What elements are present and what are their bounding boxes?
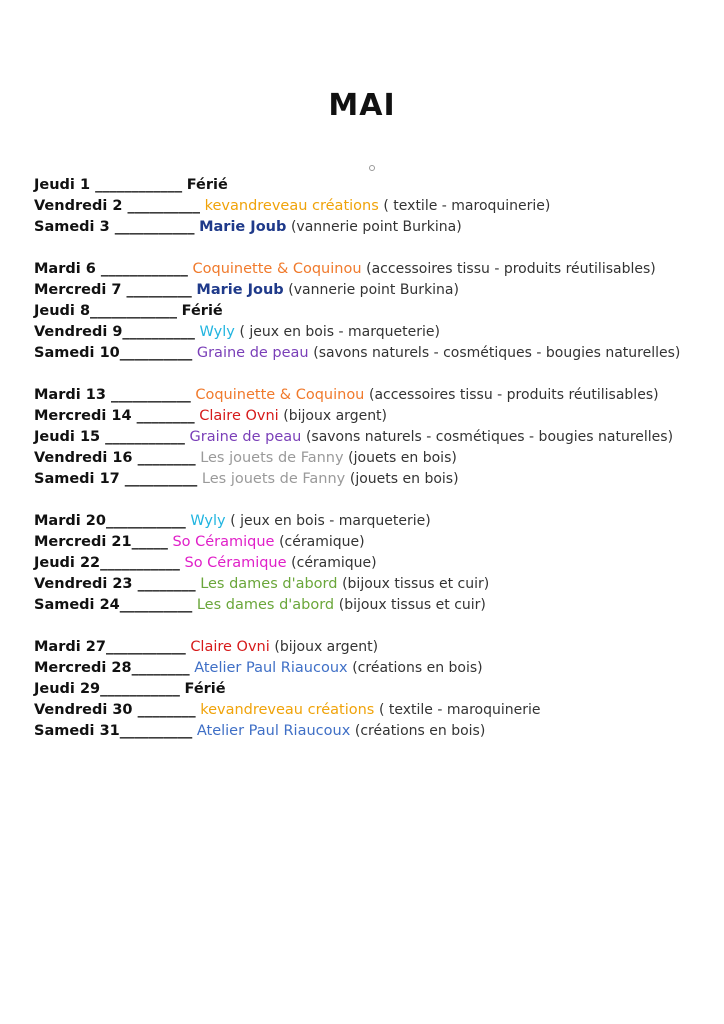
- schedule-row: [34, 679, 714, 700]
- page-title: MAI: [328, 88, 396, 123]
- schedule-week-group: [34, 175, 714, 238]
- schedule-vendor: kevandreveau créations: [204, 198, 379, 214]
- schedule-detail: (jouets en bois): [349, 471, 459, 487]
- schedule-row: [34, 574, 714, 595]
- schedule-detail: ( textile - maroquinerie): [383, 198, 551, 214]
- schedule-row: [34, 196, 714, 217]
- schedule-vendor: So Céramique: [184, 555, 287, 571]
- schedule-week-group: [34, 259, 714, 364]
- schedule-row: [34, 700, 714, 721]
- schedule-detail: (jouets en bois): [348, 450, 457, 466]
- schedule-vendor: Atelier Paul Riaucoux: [196, 723, 351, 739]
- schedule-detail: (céramique): [279, 534, 365, 550]
- schedule-vendor: Marie Joub: [196, 282, 284, 298]
- schedule-vendor: Les dames d'abord: [196, 597, 335, 613]
- schedule-row: [34, 658, 714, 679]
- schedule-row: [34, 427, 714, 448]
- schedule-vendor: Férié: [184, 681, 226, 697]
- schedule-row: [34, 511, 714, 532]
- schedule-date: Mardi 13 ___________: [34, 387, 191, 403]
- schedule-row: [34, 280, 714, 301]
- schedule-date: Samedi 17 __________: [34, 471, 198, 487]
- schedule-week-group: [34, 637, 714, 742]
- schedule-detail: (vannerie point Burkina): [288, 282, 459, 298]
- schedule-row: [34, 469, 714, 490]
- schedule-detail: (bijoux argent): [274, 639, 379, 655]
- schedule-row: [34, 259, 714, 280]
- schedule-detail: ( jeux en bois - marqueterie): [230, 513, 431, 529]
- schedule-vendor: Coquinette & Coquinou: [192, 261, 362, 277]
- schedule-date: Samedi 3 ___________: [34, 219, 195, 235]
- schedule-vendor: So Céramique: [172, 534, 275, 550]
- schedule-date: Jeudi 8____________: [34, 303, 178, 319]
- schedule-row: [34, 322, 714, 343]
- schedule-vendor: Claire Ovni: [190, 639, 270, 655]
- schedule-row: [34, 595, 714, 616]
- schedule-row: [34, 175, 714, 196]
- schedule-detail: (vannerie point Burkina): [290, 219, 462, 235]
- schedule-date: Vendredi 30 ________: [34, 702, 196, 718]
- schedule-date: Mercredi 28________: [34, 660, 190, 676]
- schedule-date: Samedi 24__________: [34, 597, 193, 613]
- schedule-date: Mercredi 21_____: [34, 534, 168, 550]
- schedule-detail: (savons naturels - cosmétiques - bougies naturelles): [313, 345, 681, 361]
- schedule-date: Mercredi 7 _________: [34, 282, 192, 298]
- schedule-detail: (bijoux tissus et cuir): [342, 576, 490, 592]
- schedule-detail: (créations en bois): [354, 723, 486, 739]
- schedule-vendor: Graine de peau: [189, 429, 302, 445]
- small-circle-mark: [369, 165, 375, 171]
- schedule-row: [34, 637, 714, 658]
- schedule-vendor: Les jouets de Fanny: [201, 471, 346, 487]
- schedule-detail: (savons naturels - cosmétiques - bougies naturelles): [305, 429, 674, 445]
- schedule-row: [34, 448, 714, 469]
- schedule-week-group: [34, 511, 714, 616]
- schedule-detail: (bijoux argent): [283, 408, 388, 424]
- schedule-date: Vendredi 23 ________: [34, 576, 196, 592]
- schedule-detail: (accessoires tissu - produits réutilisables): [366, 261, 656, 277]
- schedule-vendor: Marie Joub: [199, 219, 287, 235]
- schedule-week-group: [34, 385, 714, 490]
- schedule-row: [34, 721, 714, 742]
- schedule-date: Mercredi 14 ________: [34, 408, 195, 424]
- schedule-date: Mardi 27___________: [34, 639, 186, 655]
- schedule-date: Vendredi 16 ________: [34, 450, 196, 466]
- schedule-date: Mardi 20___________: [34, 513, 186, 529]
- schedule-vendor: Atelier Paul Riaucoux: [194, 660, 348, 676]
- schedule-row: [34, 217, 714, 238]
- schedule-date: Jeudi 1 ____________: [34, 177, 183, 193]
- schedule-vendor: Graine de peau: [196, 345, 309, 361]
- schedule-row: [34, 406, 714, 427]
- schedule-vendor: Férié: [186, 177, 228, 193]
- schedule-date: Jeudi 15 ___________: [34, 429, 185, 445]
- schedule-row: [34, 553, 714, 574]
- schedule-date: Jeudi 29___________: [34, 681, 180, 697]
- schedule-vendor: Les jouets de Fanny: [200, 450, 344, 466]
- schedule-detail: (accessoires tissu - produits réutilisables): [368, 387, 659, 403]
- schedule-vendor: Les dames d'abord: [200, 576, 338, 592]
- schedule-detail: ( textile - maroquinerie: [378, 702, 541, 718]
- schedule-vendor: Wyly: [199, 324, 235, 340]
- schedule-detail: ( jeux en bois - marqueterie): [239, 324, 440, 340]
- schedule-row: [34, 343, 714, 364]
- schedule-row: [34, 532, 714, 553]
- schedule-date: Vendredi 2 __________: [34, 198, 200, 214]
- schedule-date: Vendredi 9__________: [34, 324, 195, 340]
- schedule-row: [34, 301, 714, 322]
- schedule-vendor: Claire Ovni: [199, 408, 279, 424]
- schedule-date: Samedi 10__________: [34, 345, 193, 361]
- schedule-list: [34, 175, 714, 763]
- schedule-date: Jeudi 22___________: [34, 555, 180, 571]
- schedule-date: Samedi 31__________: [34, 723, 193, 739]
- schedule-detail: (créations en bois): [352, 660, 483, 676]
- schedule-vendor: Férié: [181, 303, 223, 319]
- schedule-date: Mardi 6 ____________: [34, 261, 188, 277]
- schedule-vendor: kevandreveau créations: [200, 702, 375, 718]
- schedule-detail: (céramique): [291, 555, 377, 571]
- schedule-row: [34, 385, 714, 406]
- schedule-vendor: Wyly: [190, 513, 226, 529]
- schedule-vendor: Coquinette & Coquinou: [195, 387, 365, 403]
- schedule-detail: (bijoux tissus et cuir): [338, 597, 486, 613]
